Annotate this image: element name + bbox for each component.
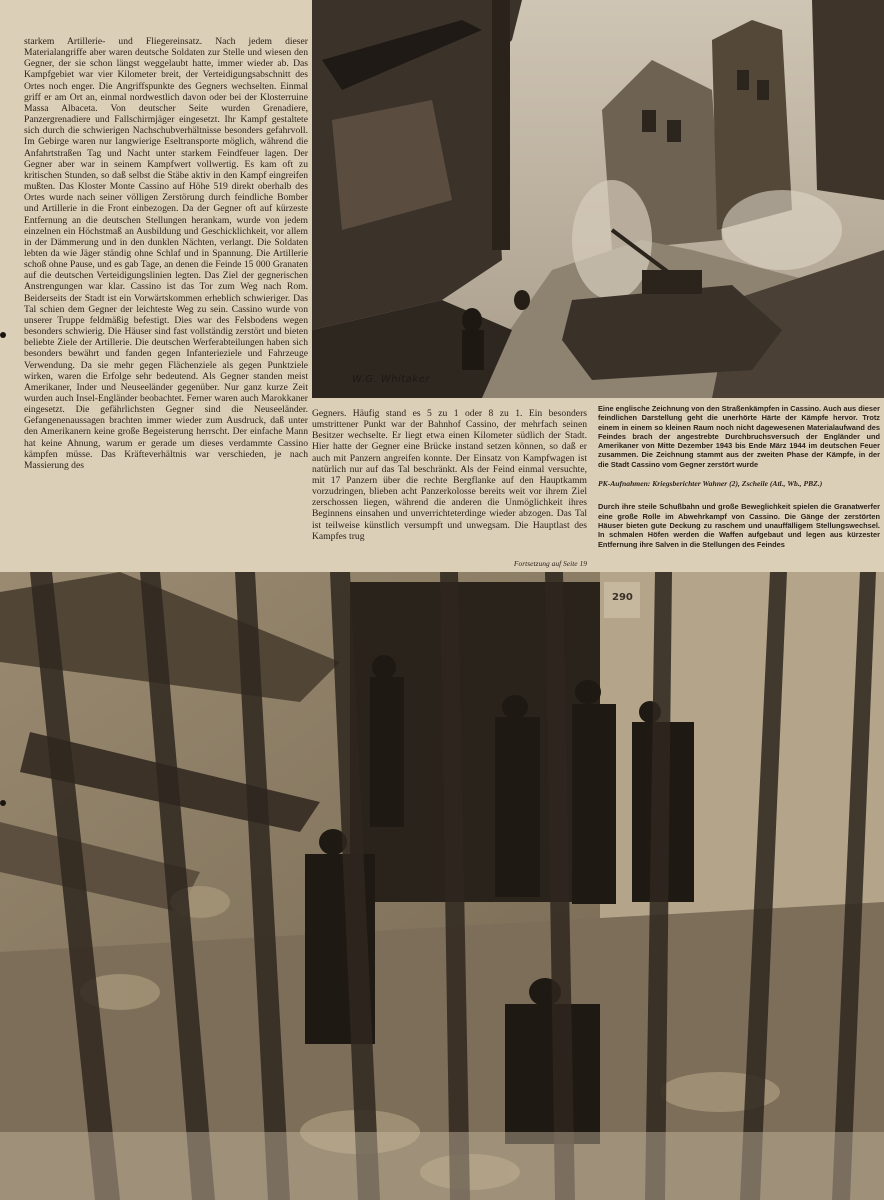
- article-text-left-column: [24, 36, 308, 566]
- photo-credit: PK-Aufnahmen: Kriegsberichter Wahner (2), Zscheile (Atl., Wb., PBZ.): [598, 479, 823, 489]
- photo-image: [0, 572, 884, 1200]
- continuation-note: Fortsetzung auf Seite 19: [513, 559, 587, 568]
- house-number: 290: [612, 592, 633, 603]
- binder-hole: [0, 800, 6, 806]
- article-text-middle-column: [312, 408, 587, 558]
- photo-caption: Durch ihre steile Schußbahn und große Beweglichkeit spielen die Granatwerfer eine große Rolle im Abwehrkampf von Cassino. Die Gänge der zerstörten Häuser bieten gute Deckung zu raschem und unauffälligem Stellungswechsel. In schmalen Höfen werden die Waffen aufgebaut und legen aus kürzester Entfernung ihre Salven in die Stellungen des Feindes: [598, 502, 880, 549]
- street-fighting-drawing: [312, 0, 884, 398]
- drawing-illustration: [312, 0, 884, 398]
- article-paragraph-middle: Gegners. Häufig stand es 5 zu 1 oder 8 zu 1. Ein besonders umstrittener Punkt war der Bahnhof Cassino, der mehrfach seinen Besitzer wechselte. Er liegt etwa einen Kilometer südlich der Stadt. Hier hatte der Gegner eine Brücke instand setzen können, so daß er auch mit Panzern angreifen konnte. Der Einsatz von Kampfwagen ist natürlich nur auf das Tal beschränkt. Als der Feind einmal versuchte, mit 17 Panzern über die rechte Bergflanke auf den Hauptkamm vorzudringen, blieben acht Panzerkolosse bereits weit vor ihrem Ziel zerschossen liegen, während die anderen die Unmöglichkeit ihres Beginnens einsahen und unverrichteterdinge wieder abzogen. Das Tal ist teilweise künstlich versumpft und unwegsam. Die Hauptlast des Kampfes trug: [312, 408, 587, 542]
- mortar-crew-photo: [0, 572, 884, 1200]
- captions-column: [598, 404, 880, 549]
- artist-signature: W.G. Whitaker: [352, 374, 430, 385]
- article-paragraph-left: starkem Artillerie- und Fliegereinsatz. Nach jedem dieser Materialangriffe aber waren deutsche Soldaten zur Stelle und wiesen den Gegner, der sie schon längst weggelaubt hatte, immer wieder ab. Das Kampfgebiet war vier Kilometer breit, der Verteidigungsabschnitt des Ortes noch enger. Die Angriffspunkte des Gegners wechselten. Einmal griff er am Ort an, einmal nordwestlich davon oder bei der Klosterruine Massa Albaceta. Von deutscher Seite wurden Grenadiere, Panzergrenadiere und Fallschirmjäger eingesetzt. Ihr Kampf gestaltete sich durch die schwierigen Nachschubverhältnisse besonders gefahrvoll. Im Gebirge waren nur langwierige Eseltransporte möglich, während die Anfahrtstraßen Tag und Nacht unter starkem Feindfeuer lagen. Der Gegner aber war in seinem Kampfwert vollwertig. Es kam oft zu kritischen Stunden, so daß selbst die Stäbe aktiv in den Kampf eingreifen mußten. Das Kloster Monte Cassino auf Höhe 519 direkt oberhalb des Ortes wurde nach seiner völligen Zerstörung durch feindliche Bomber und Artillerie in die Front einbezogen. Da der Gegner oft auf kürzeste Entfernung an die deutschen Stellungen herankam, wurde von jedem einzelnen ein Höchstmaß an Ausbildung und Geschicklichkeit, vor allem in der Dämmerung und in den dunklen Nächten, verlangt. Die Soldaten lebten da wie Jäger ständig ohne Schlaf und in Spannung. Die Artillerie schoß ohne Pause, und es gab Tage, an denen die Feinde 15 000 Granaten auf die deutschen Verteidigungslinien legten. Das Ziel der gegnerischen Anstrengungen war klar. Cassino ist das Tor zum Weg nach Rom. Beiderseits der Stadt ist ein Vorwärtskommen erheblich schwieriger. Das Tal schien dem Gegner der leichteste Weg zu sein. Cassino wurde von unserer Truppe feldmäßig befestigt. Dies war des Felsbodens wegen besonders schwierig. Die Häuser sind fast vollständig zerstört und bieten beliebte Ziele der Artillerie. Die deutschen Werferabteilungen haben sich besonders bewährt und fanden gegen Infanterieziele und Fahrzeuge Verwendung. Da sie mehr gegen Flächenziele als gegen Punktziele wirken, waren die Erfolge sehr bedeutend. Als Gegner standen meist Amerikaner, Inder und Neuseeländer gegenüber. Nur ganz kurze Zeit wurden auch Insel-Engländer beobachtet. Ferner waren auch Marokkaner eingesetzt. Die gefährlichsten Gegner sind die Neuseeländer. Gefangenenaussagen brachten immer wieder zum Ausdruck, daß unter den Amerikanern keine große Begeisterung herrscht. Der einfache Mann hat keine Ahnung, warum er gerade um dieses verdammte Cassino kämpfen müsse. Das Kräfteverhältnis war verschieden, je nach Massierung des: [24, 36, 308, 471]
- binder-hole: [0, 332, 6, 338]
- drawing-caption: Eine englische Zeichnung von den Straßenkämpfen in Cassino. Auch aus dieser feindlichen Darstellung geht die unerhörte Härte der Kämpfe hervor. Trotz einem in einem so kleinen Raum noch nicht dagewesenen Materialaufwand des Feindes brach der angestrebte Durchbruchsversuch der Engländer und Amerikaner von Mitte Dezember 1943 bis Ende März 1944 im deutschen Feuer zusammen. Die Zeichnung stammt aus der zweiten Phase der Kämpfe, in der die Stadt Cassino vom Gegner zerstört wurde: [598, 404, 880, 469]
